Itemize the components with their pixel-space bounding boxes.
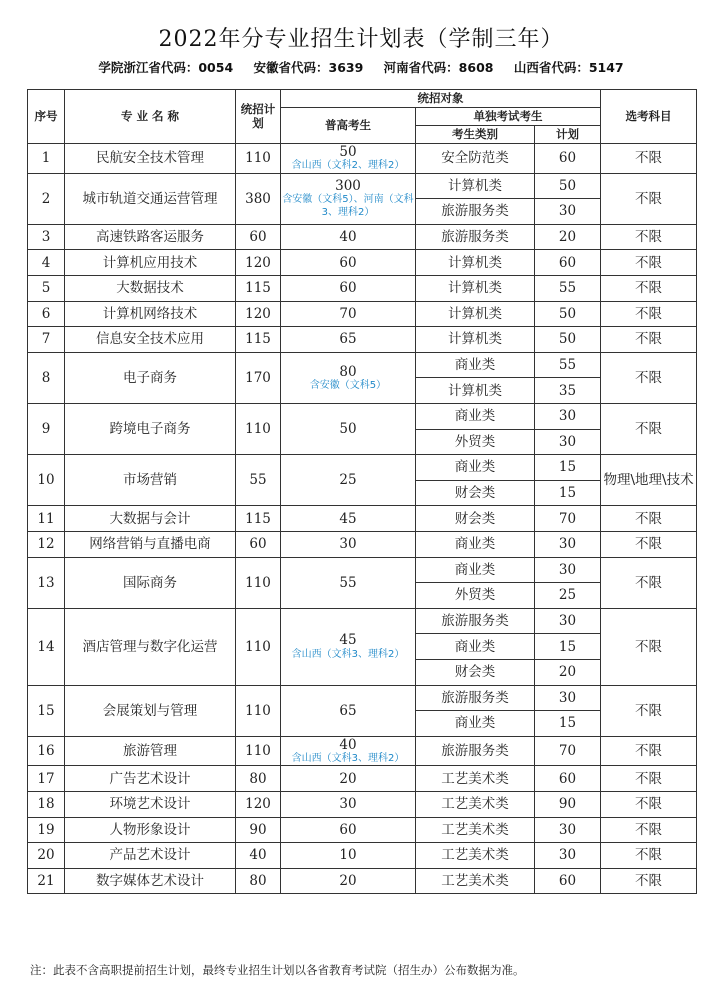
cell-plan: 50 [535, 301, 601, 327]
cell-category: 计算机类 [416, 327, 535, 353]
cell-subject: 不限 [601, 352, 697, 403]
cell-category: 工艺美术类 [416, 792, 535, 818]
cell-major: 高速铁路客运服务 [65, 224, 236, 250]
table-header [28, 90, 697, 144]
cell-seq: 10 [28, 455, 65, 506]
cell-total-plan: 115 [236, 327, 281, 353]
footnote: 注：此表不含高职提前招生计划，最终专业招生计划以各省教育考试院（招生办）公布数据为准。 [30, 963, 525, 977]
pg-count: 40 [339, 229, 357, 246]
cell-major: 广告艺术设计 [65, 766, 236, 792]
cell-plan: 15 [535, 455, 601, 481]
cell-subject: 不限 [601, 608, 697, 685]
cell-pg [281, 608, 416, 685]
table-row [28, 608, 697, 634]
cell-category: 财会类 [416, 506, 535, 532]
cell-pg [281, 404, 416, 455]
cell-plan: 30 [535, 404, 601, 430]
pg-count: 65 [339, 331, 357, 348]
cell-plan: 20 [535, 659, 601, 685]
cell-category: 旅游服务类 [416, 199, 535, 225]
cell-seq: 17 [28, 766, 65, 792]
table-row [28, 250, 697, 276]
cell-plan: 15 [535, 711, 601, 737]
cell-plan: 55 [535, 276, 601, 302]
table-row [28, 224, 697, 250]
cell-plan: 15 [535, 634, 601, 660]
cell-plan: 50 [535, 327, 601, 353]
cell-category: 商业类 [416, 557, 535, 583]
cell-category: 商业类 [416, 634, 535, 660]
cell-seq: 7 [28, 327, 65, 353]
cell-plan: 30 [535, 843, 601, 869]
cell-plan: 30 [535, 817, 601, 843]
pg-count: 20 [339, 873, 357, 890]
cell-pg [281, 685, 416, 736]
cell-pg [281, 736, 416, 766]
cell-pg [281, 173, 416, 224]
cell-seq: 5 [28, 276, 65, 302]
cell-category: 计算机类 [416, 250, 535, 276]
table-body [28, 144, 697, 894]
cell-pg [281, 843, 416, 869]
cell-category: 安全防范类 [416, 144, 535, 174]
cell-seq: 21 [28, 868, 65, 894]
cell-pg [281, 557, 416, 608]
cell-category: 商业类 [416, 404, 535, 430]
header-category: 考生类别 [416, 126, 535, 144]
cell-major: 网络营销与直播电商 [65, 532, 236, 558]
table-row [28, 817, 697, 843]
cell-category: 工艺美术类 [416, 868, 535, 894]
pg-count: 10 [339, 847, 357, 864]
cell-category: 外贸类 [416, 429, 535, 455]
cell-plan: 25 [535, 583, 601, 609]
cell-major: 跨境电子商务 [65, 404, 236, 455]
code-shanxi: 山西省代码：5147 [513, 60, 624, 75]
cell-subject: 不限 [601, 792, 697, 818]
cell-plan: 60 [535, 144, 601, 174]
cell-plan: 30 [535, 685, 601, 711]
table-row [28, 506, 697, 532]
cell-seq: 2 [28, 173, 65, 224]
cell-category: 旅游服务类 [416, 685, 535, 711]
pg-count: 60 [339, 280, 357, 297]
cell-plan: 30 [535, 608, 601, 634]
pg-count: 60 [339, 821, 357, 838]
cell-subject: 不限 [601, 250, 697, 276]
cell-major: 环境艺术设计 [65, 792, 236, 818]
table-row [28, 532, 697, 558]
cell-total-plan: 115 [236, 276, 281, 302]
pg-note: 含安徽（文科5） [309, 379, 387, 391]
cell-category: 工艺美术类 [416, 766, 535, 792]
pg-note: 含安徽（文科5）、河南（文科3、理科2） [282, 194, 414, 218]
cell-total-plan: 90 [236, 817, 281, 843]
cell-pg [281, 276, 416, 302]
table-row [28, 144, 697, 174]
cell-plan: 60 [535, 766, 601, 792]
table-row [28, 685, 697, 711]
pg-count: 25 [339, 472, 357, 489]
cell-subject: 不限 [601, 224, 697, 250]
cell-total-plan: 60 [236, 224, 281, 250]
cell-total-plan: 60 [236, 532, 281, 558]
cell-plan: 30 [535, 532, 601, 558]
cell-total-plan: 80 [236, 766, 281, 792]
table-row [28, 276, 697, 302]
header-subject: 选考科目 [601, 90, 697, 144]
pg-count: 45 [339, 632, 357, 649]
cell-category: 计算机类 [416, 173, 535, 199]
cell-major: 计算机应用技术 [65, 250, 236, 276]
pg-count: 50 [339, 144, 357, 160]
cell-total-plan: 110 [236, 685, 281, 736]
cell-subject: 不限 [601, 817, 697, 843]
code-henan: 河南省代码：8608 [383, 60, 494, 75]
cell-pg [281, 352, 416, 403]
institution-codes [0, 58, 722, 76]
pg-count: 70 [339, 305, 357, 322]
table-row [28, 352, 697, 378]
cell-subject: 不限 [601, 404, 697, 455]
header-target: 统招对象 [281, 90, 601, 108]
cell-pg [281, 868, 416, 894]
cell-total-plan: 110 [236, 404, 281, 455]
table-row [28, 327, 697, 353]
cell-category: 计算机类 [416, 378, 535, 404]
cell-seq: 16 [28, 736, 65, 766]
table-row [28, 792, 697, 818]
cell-seq: 14 [28, 608, 65, 685]
cell-subject: 物理\地理\技术 [601, 455, 697, 506]
cell-category: 财会类 [416, 659, 535, 685]
cell-total-plan: 110 [236, 557, 281, 608]
table-row [28, 455, 697, 481]
cell-seq: 12 [28, 532, 65, 558]
cell-pg [281, 506, 416, 532]
cell-total-plan: 110 [236, 144, 281, 174]
table-row [28, 736, 697, 766]
cell-subject: 不限 [601, 144, 697, 174]
cell-pg [281, 817, 416, 843]
pg-note: 含山西（文科3、理科2） [291, 752, 405, 764]
cell-category: 财会类 [416, 480, 535, 506]
code-anhui: 安徽省代码：3639 [253, 60, 364, 75]
cell-major: 会展策划与管理 [65, 685, 236, 736]
cell-pg [281, 792, 416, 818]
cell-total-plan: 120 [236, 792, 281, 818]
cell-major: 数字媒体艺术设计 [65, 868, 236, 894]
cell-category: 外贸类 [416, 583, 535, 609]
cell-major: 酒店管理与数字化运营 [65, 608, 236, 685]
header-pg: 普高考生 [281, 108, 416, 144]
cell-major: 信息安全技术应用 [65, 327, 236, 353]
cell-subject: 不限 [601, 736, 697, 766]
cell-total-plan: 120 [236, 250, 281, 276]
header-major: 专 业 名 称 [65, 90, 236, 144]
cell-subject: 不限 [601, 685, 697, 736]
cell-seq: 9 [28, 404, 65, 455]
table-row [28, 843, 697, 869]
pg-count: 45 [339, 510, 357, 527]
cell-pg [281, 301, 416, 327]
page-title: 2022年分专业招生计划表（学制三年） [158, 27, 564, 52]
pg-count: 40 [339, 736, 357, 753]
cell-seq: 8 [28, 352, 65, 403]
cell-category: 商业类 [416, 532, 535, 558]
cell-seq: 6 [28, 301, 65, 327]
cell-seq: 1 [28, 144, 65, 174]
table-row [28, 868, 697, 894]
cell-plan: 20 [535, 224, 601, 250]
cell-category: 旅游服务类 [416, 224, 535, 250]
pg-note: 含山西（文科3、理科2） [291, 648, 405, 660]
cell-seq: 11 [28, 506, 65, 532]
cell-pg [281, 455, 416, 506]
cell-plan: 70 [535, 736, 601, 766]
pg-count: 30 [339, 536, 357, 553]
table-row [28, 301, 697, 327]
pg-count: 65 [339, 702, 357, 719]
cell-plan: 70 [535, 506, 601, 532]
cell-major: 人物形象设计 [65, 817, 236, 843]
header-total-plan: 统招计划 [236, 90, 281, 144]
cell-major: 城市轨道交通运营管理 [65, 173, 236, 224]
cell-category: 工艺美术类 [416, 817, 535, 843]
cell-subject: 不限 [601, 557, 697, 608]
cell-category: 旅游服务类 [416, 736, 535, 766]
cell-pg [281, 327, 416, 353]
cell-total-plan: 380 [236, 173, 281, 224]
cell-category: 商业类 [416, 455, 535, 481]
cell-major: 市场营销 [65, 455, 236, 506]
cell-major: 旅游管理 [65, 736, 236, 766]
enrollment-plan-table [27, 89, 697, 894]
cell-plan: 30 [535, 199, 601, 225]
cell-major: 产品艺术设计 [65, 843, 236, 869]
cell-total-plan: 170 [236, 352, 281, 403]
header-plan: 计划 [535, 126, 601, 144]
cell-category: 商业类 [416, 352, 535, 378]
cell-category: 计算机类 [416, 301, 535, 327]
cell-seq: 4 [28, 250, 65, 276]
cell-total-plan: 115 [236, 506, 281, 532]
pg-count: 50 [339, 421, 357, 438]
header-seq: 序号 [28, 90, 65, 144]
cell-plan: 55 [535, 352, 601, 378]
cell-subject: 不限 [601, 327, 697, 353]
cell-subject: 不限 [601, 506, 697, 532]
cell-total-plan: 40 [236, 843, 281, 869]
cell-category: 商业类 [416, 711, 535, 737]
cell-total-plan: 55 [236, 455, 281, 506]
pg-count: 60 [339, 254, 357, 271]
cell-pg [281, 224, 416, 250]
cell-category: 旅游服务类 [416, 608, 535, 634]
pg-count: 80 [339, 363, 357, 380]
cell-pg [281, 766, 416, 792]
cell-plan: 60 [535, 868, 601, 894]
cell-plan: 30 [535, 429, 601, 455]
cell-subject: 不限 [601, 766, 697, 792]
cell-total-plan: 110 [236, 736, 281, 766]
cell-subject: 不限 [601, 843, 697, 869]
pg-note: 含山西（文科2、理科2） [291, 160, 405, 172]
cell-major: 计算机网络技术 [65, 301, 236, 327]
pg-count: 55 [339, 574, 357, 591]
cell-category: 工艺美术类 [416, 843, 535, 869]
cell-pg [281, 250, 416, 276]
cell-subject: 不限 [601, 276, 697, 302]
cell-total-plan: 120 [236, 301, 281, 327]
cell-subject: 不限 [601, 868, 697, 894]
cell-pg [281, 532, 416, 558]
cell-pg [281, 144, 416, 174]
header-single: 单独考试考生 [416, 108, 601, 126]
table-row [28, 173, 697, 199]
cell-subject: 不限 [601, 532, 697, 558]
cell-total-plan: 110 [236, 608, 281, 685]
table-row [28, 766, 697, 792]
cell-subject: 不限 [601, 301, 697, 327]
cell-total-plan: 80 [236, 868, 281, 894]
table-row [28, 404, 697, 430]
cell-major: 电子商务 [65, 352, 236, 403]
cell-seq: 15 [28, 685, 65, 736]
cell-plan: 15 [535, 480, 601, 506]
cell-seq: 18 [28, 792, 65, 818]
cell-seq: 3 [28, 224, 65, 250]
cell-subject: 不限 [601, 173, 697, 224]
cell-major: 大数据与会计 [65, 506, 236, 532]
pg-count: 300 [335, 178, 361, 195]
cell-seq: 20 [28, 843, 65, 869]
cell-seq: 19 [28, 817, 65, 843]
cell-major: 国际商务 [65, 557, 236, 608]
cell-major: 大数据技术 [65, 276, 236, 302]
cell-seq: 13 [28, 557, 65, 608]
table-row [28, 557, 697, 583]
cell-plan: 35 [535, 378, 601, 404]
cell-plan: 60 [535, 250, 601, 276]
pg-count: 30 [339, 796, 357, 813]
cell-plan: 30 [535, 557, 601, 583]
pg-count: 20 [339, 770, 357, 787]
code-zhejiang: 学院浙江省代码：0054 [98, 60, 234, 75]
cell-major: 民航安全技术管理 [65, 144, 236, 174]
cell-plan: 50 [535, 173, 601, 199]
cell-plan: 90 [535, 792, 601, 818]
cell-category: 计算机类 [416, 276, 535, 302]
